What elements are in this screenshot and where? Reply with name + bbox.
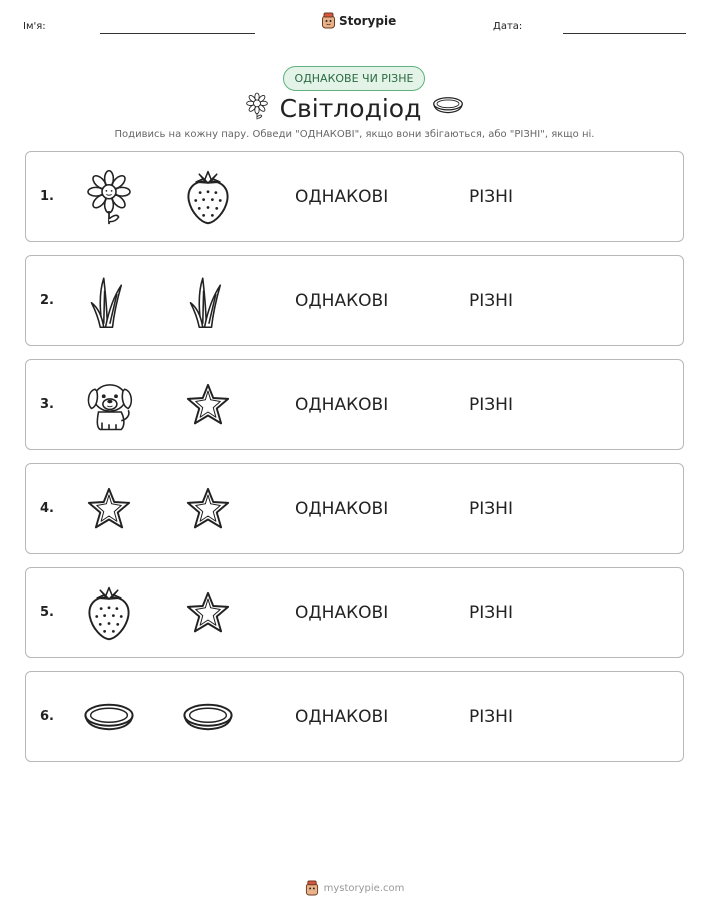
dish-icon	[81, 689, 137, 745]
different-option[interactable]: РІЗНІ	[469, 290, 513, 311]
question-number: 6.	[40, 709, 54, 724]
star-icon	[81, 481, 137, 537]
strawberry-icon	[81, 585, 137, 641]
footer-mascot-icon	[305, 880, 319, 896]
star-icon	[180, 481, 236, 537]
different-option[interactable]: РІЗНІ	[469, 186, 513, 207]
same-option[interactable]: ОДНАКОВІ	[295, 394, 389, 415]
same-option[interactable]: ОДНАКОВІ	[295, 290, 389, 311]
question-row	[25, 255, 684, 346]
question-number: 3.	[40, 397, 54, 412]
star-icon	[180, 585, 236, 641]
different-option[interactable]: РІЗНІ	[469, 498, 513, 519]
different-option[interactable]: РІЗНІ	[469, 706, 513, 727]
question-row	[25, 359, 684, 450]
title-row	[0, 91, 709, 125]
grass-icon	[180, 273, 236, 329]
footer	[0, 880, 709, 896]
question-row	[25, 463, 684, 554]
date-label: Дата:	[493, 21, 523, 32]
same-option[interactable]: ОДНАКОВІ	[295, 706, 389, 727]
question-row	[25, 671, 684, 762]
flower-icon	[81, 169, 137, 225]
storypie-logo	[321, 12, 396, 29]
page-title: Світлодіод	[279, 93, 422, 123]
name-label: Ім'я:	[23, 21, 46, 32]
date-line[interactable]	[563, 33, 686, 34]
question-number: 4.	[40, 501, 54, 516]
question-number: 1.	[40, 189, 54, 204]
instructions: Подивись на кожну пару. Обведи "ОДНАКОВІ", якщо вони збігаються, або "РІЗНІ", якщо ні.	[114, 129, 595, 140]
footer-url: mystorypie.com	[323, 882, 405, 894]
same-option[interactable]: ОДНАКОВІ	[295, 602, 389, 623]
worksheet-type-badge: ОДНАКОВЕ ЧИ РІЗНЕ	[283, 66, 425, 91]
question-row	[25, 567, 684, 658]
question-number: 2.	[40, 293, 54, 308]
title-dish-icon	[431, 95, 465, 121]
dish-icon	[180, 689, 236, 745]
name-line[interactable]	[100, 33, 255, 34]
same-option[interactable]: ОДНАКОВІ	[295, 186, 389, 207]
puppy-icon	[81, 377, 137, 433]
strawberry-icon	[180, 169, 236, 225]
mascot-icon	[321, 12, 336, 29]
grass-icon	[81, 273, 137, 329]
same-option[interactable]: ОДНАКОВІ	[295, 498, 389, 519]
brand-name: Storypie	[339, 13, 397, 28]
question-number: 5.	[40, 605, 54, 620]
title-flower-icon	[244, 91, 270, 125]
different-option[interactable]: РІЗНІ	[469, 602, 513, 623]
different-option[interactable]: РІЗНІ	[469, 394, 513, 415]
question-row	[25, 151, 684, 242]
star-icon	[180, 377, 236, 433]
